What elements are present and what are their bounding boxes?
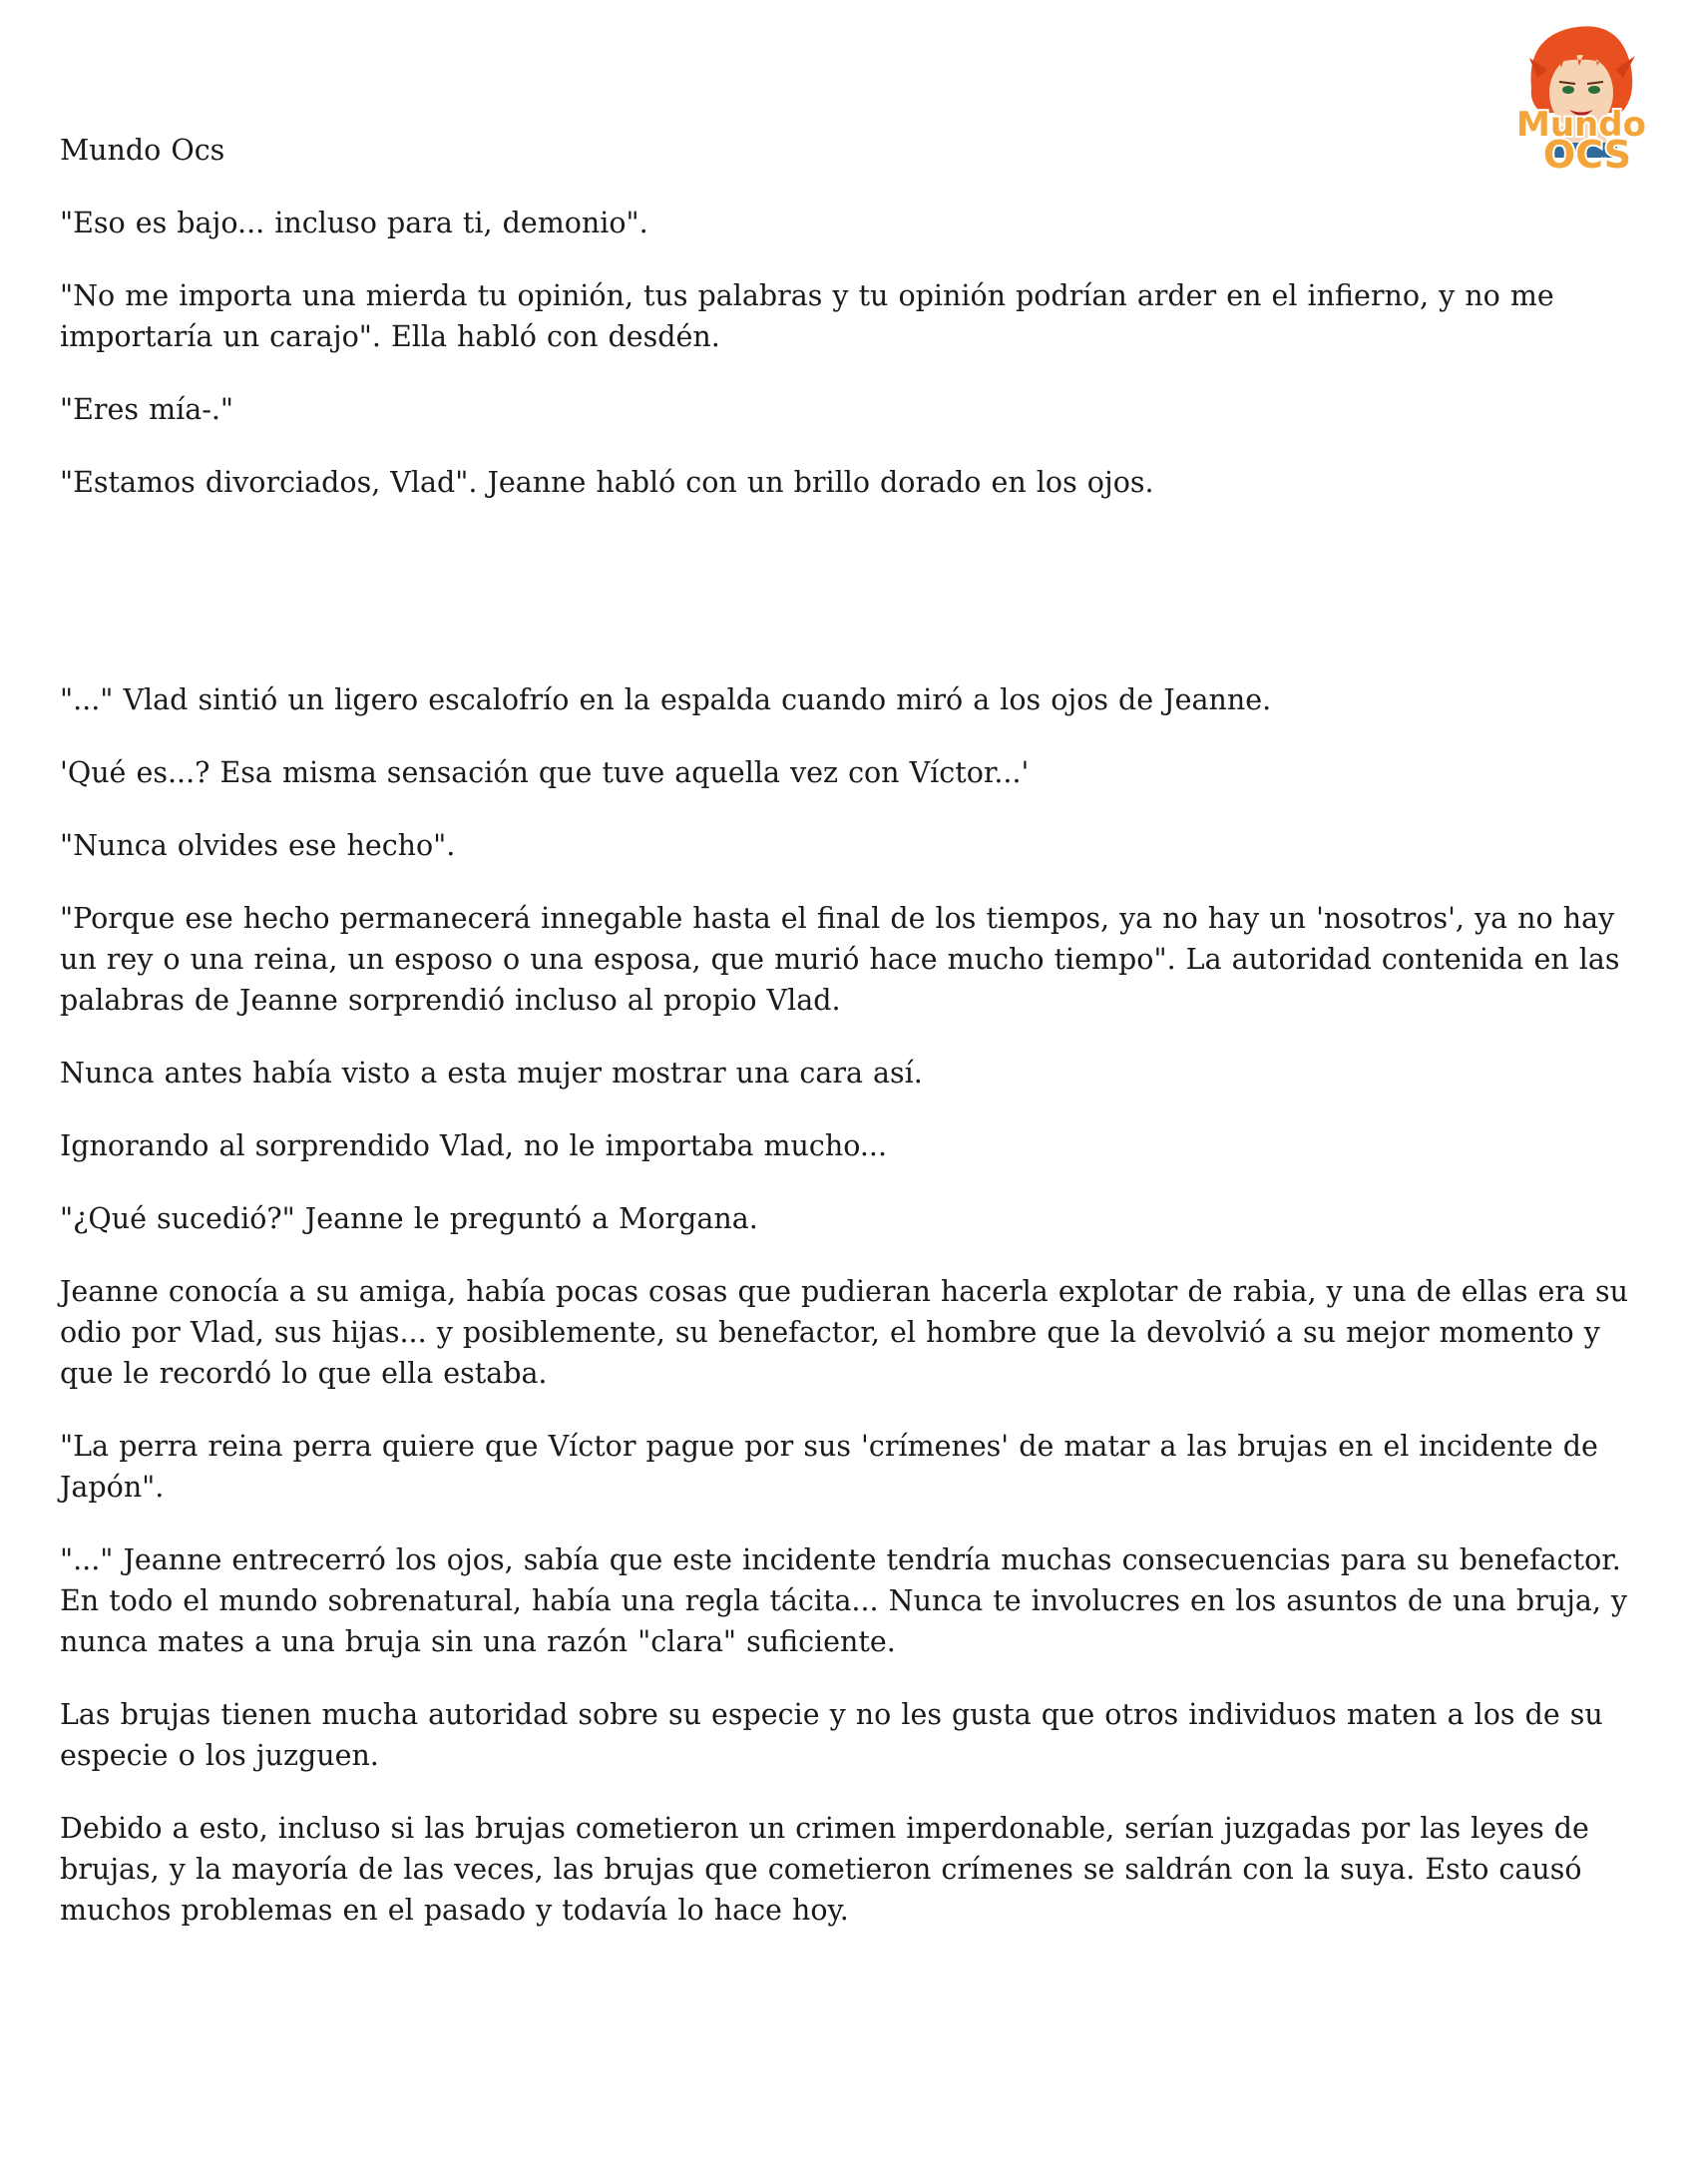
document-body [60,130,1636,1963]
logo-text-line2: OCS [1542,133,1632,177]
paragraph: "Porque ese hecho permanecerá innegable hasta el final de los tiempos, ya no hay un 'nosotros', ya no hay un rey o una reina, un esposo o una esposa, que murió hace mucho tiempo". La autoridad contenida en las palabras de Jeanne sorprendió incluso al propio Vlad. [60,902,1620,1017]
paragraph: Las brujas tienen mucha autoridad sobre su especie y no les gusta que otros individuos maten a los de su especie o los juzguen. [60,1698,1603,1772]
paragraph: "Nunca olvides ese hecho". [60,829,456,862]
paragraph: Nunca antes había visto a esta mujer mostrar una cara así. [60,1057,923,1090]
page-title: Mundo Ocs [60,134,225,167]
paragraph: "Estamos divorciados, Vlad". Jeanne habló con un brillo dorado en los ojos. [60,466,1154,499]
paragraph: Jeanne conocía a su amiga, había pocas cosas que pudieran hacerla explotar de rabia, y una de ellas era su odio por Vlad, sus hijas... y posiblemente, su benefactor, el hombre que la devolvió a su mejor momento y que le recordó lo que ella estaba. [60,1275,1629,1390]
paragraph: "La perra reina perra quiere que Víctor pague por sus 'crímenes' de matar a las brujas en el incidente de Japón". [60,1430,1598,1504]
paragraph: Ignorando al sorprendido Vlad, no le importaba mucho... [60,1129,888,1162]
paragraph: "Eso es bajo... incluso para ti, demonio". [60,207,648,239]
paragraph: 'Qué es...? Esa misma sensación que tuve aquella vez con Víctor...' [60,756,1030,789]
paragraph: "..." Jeanne entrecerró los ojos, sabía que este incidente tendría muchas consecuencias para su benefactor. En todo el mundo sobrenatural, había una regla tácita... Nunca te involucres en los asuntos de una bruja, y nunca mates a una bruja sin una razón "clara" suficiente. [60,1543,1628,1658]
paragraph: "..." Vlad sintió un ligero escalofrío en la espalda cuando miró a los ojos de Jeanne. [60,683,1272,716]
paragraph: "Eres mía-." [60,393,234,426]
logo-text-line1: Mundo [1516,105,1646,145]
paragraph: "¿Qué sucedió?" Jeanne le preguntó a Morgana. [60,1202,758,1235]
paragraph: "No me importa una mierda tu opinión, tus palabras y tu opinión podrían arder en el infierno, y no me importaría un carajo". Ella habló con desdén. [60,279,1554,353]
paragraph: Debido a esto, incluso si las brujas cometieron un crimen imperdonable, serían juzgadas por las leyes de brujas, y la mayoría de las veces, las brujas que cometieron crímenes se saldrán con la suya. Esto causó muchos problemas en el pasado y todavía lo hace hoy. [60,1812,1589,1927]
